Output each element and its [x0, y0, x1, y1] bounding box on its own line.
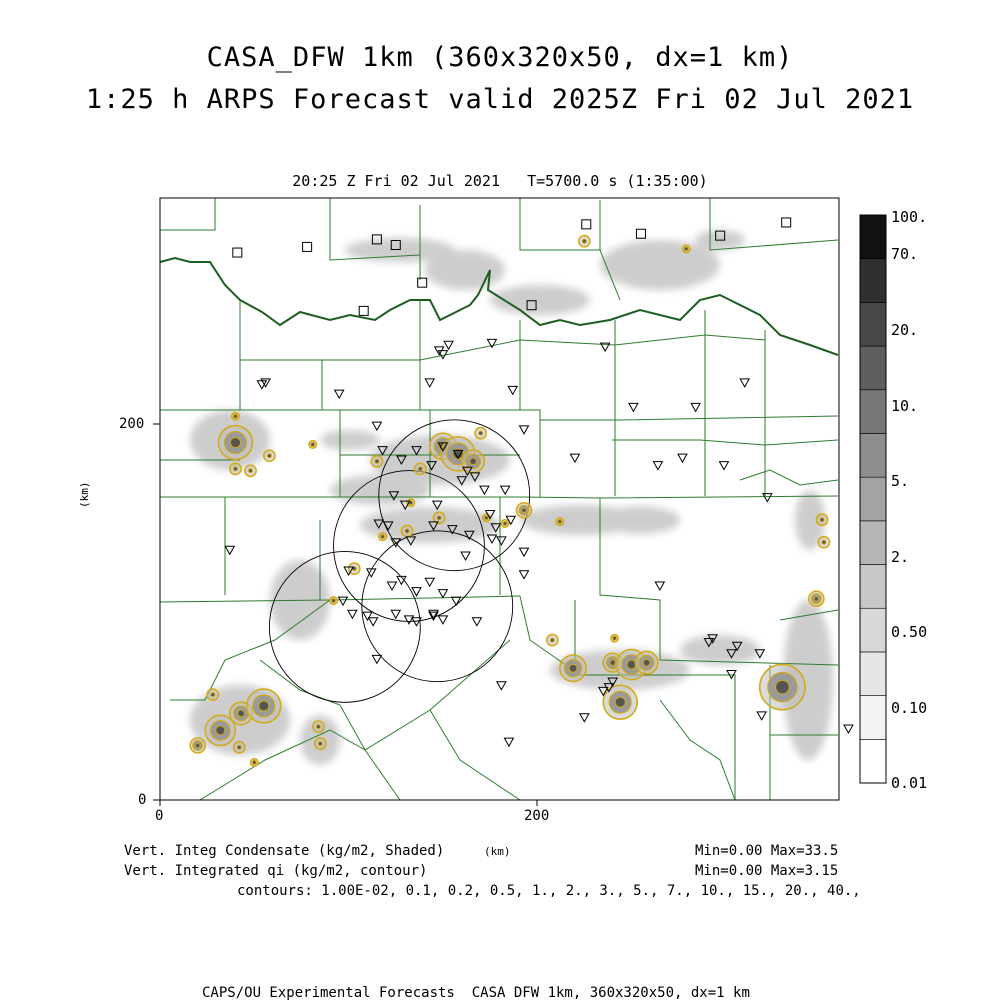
- qi-cell: [635, 651, 659, 675]
- contour-field-label: Vert. Integrated qi (kg/m2, contour): [124, 863, 428, 879]
- station-triangle: [844, 725, 853, 733]
- colorbar-segment: [860, 608, 886, 652]
- colorbar-label-0-10: 0.10: [891, 699, 928, 717]
- y-tick-0: 0: [138, 792, 147, 808]
- chart-title: CASA_DFW 1km (360x320x50, dx=1 km): [206, 42, 794, 73]
- qi-cell: [379, 533, 387, 541]
- qi-cell: [516, 502, 532, 518]
- qi-cell: [556, 518, 564, 526]
- credit-line: CAPS/OU Experimental Forecasts CASA DFW 1km, 360x320x50, dx=1 km: [202, 985, 750, 1001]
- colorbar-label-70: 70.: [891, 245, 919, 263]
- colorbar-label-0-01: 0.01: [891, 774, 928, 792]
- colorbar-segment: [860, 259, 886, 303]
- qi-cell: [482, 514, 490, 522]
- x-axis-label: (km): [484, 845, 511, 858]
- qi-cell: [578, 235, 590, 247]
- colorbar-label-0-50: 0.50: [891, 623, 928, 641]
- qi-cell: [475, 427, 487, 439]
- qi-cell: [250, 758, 258, 766]
- qi-cell: [414, 463, 426, 475]
- qi-cell: [231, 412, 239, 420]
- qi-cell: [245, 465, 257, 477]
- qi-cell: [682, 245, 690, 253]
- colorbar-label-20: 20.: [891, 321, 919, 339]
- colorbar: [860, 215, 886, 783]
- colorbar-segment: [860, 739, 886, 783]
- colorbar-label-10: 10.: [891, 397, 919, 415]
- colorbar-label-5: 5.: [891, 472, 910, 490]
- qi-cell: [330, 597, 338, 605]
- colorbar-segment: [860, 433, 886, 477]
- qi-cell: [207, 689, 219, 701]
- colorbar-segment: [860, 302, 886, 346]
- chart-subtitle: 20:25 Z Fri 02 Jul 2021 T=5700.0 s (1:35:00): [292, 172, 708, 190]
- x-tick-200: 200: [524, 808, 550, 824]
- qi-cell: [816, 514, 828, 526]
- colorbar-segment: [860, 565, 886, 609]
- qi-cell: [230, 463, 242, 475]
- qi-cell: [263, 450, 275, 462]
- colorbar-label-2: 2.: [891, 548, 910, 566]
- colorbar-segment: [860, 521, 886, 565]
- qi-cell: [401, 525, 413, 537]
- colorbar-segment: [860, 346, 886, 390]
- qi-cell: [312, 721, 324, 733]
- colorbar-segment: [860, 215, 886, 259]
- contour-levels: contours: 1.00E-02, 0.1, 0.2, 0.5, 1., 2., 3., 5., 7., 10., 15., 20., 40.,: [237, 883, 861, 899]
- chart-title-line-2: 1:25 h ARPS Forecast valid 2025Z Fri 02 Jul 2021: [85, 84, 915, 115]
- qi-cell: [501, 519, 509, 527]
- qi-cell: [246, 688, 282, 724]
- x-tick-0: 0: [155, 808, 164, 824]
- y-tick-200: 200: [119, 416, 145, 432]
- qi-cell: [190, 738, 206, 754]
- qi-cell: [759, 663, 807, 711]
- colorbar-segment: [860, 652, 886, 696]
- qi-cell: [808, 591, 824, 607]
- y-axis-label: (km): [78, 481, 91, 508]
- contour-field-stats: Min=0.00 Max=3.15: [695, 863, 839, 879]
- qi-cell: [218, 425, 254, 461]
- colorbar-label-100: 100.: [891, 208, 928, 226]
- qi-cell: [314, 738, 326, 750]
- qi-cell: [371, 455, 383, 467]
- qi-cell: [611, 634, 619, 642]
- colorbar-segment: [860, 696, 886, 740]
- colorbar-segment: [860, 477, 886, 521]
- shaded-field-stats: Min=0.00 Max=33.5: [695, 843, 839, 859]
- y-axis-ticks: [153, 424, 160, 800]
- qi-cell: [818, 536, 830, 548]
- colorbar-segment: [860, 390, 886, 434]
- shaded-field-label: Vert. Integ Condensate (kg/m2, Shaded): [124, 843, 445, 859]
- qi-cell: [559, 654, 587, 682]
- qi-cell: [407, 499, 415, 507]
- x-axis-ticks: [160, 800, 537, 806]
- qi-cell: [233, 741, 245, 753]
- qi-cell: [309, 440, 317, 448]
- qi-cell: [546, 634, 558, 646]
